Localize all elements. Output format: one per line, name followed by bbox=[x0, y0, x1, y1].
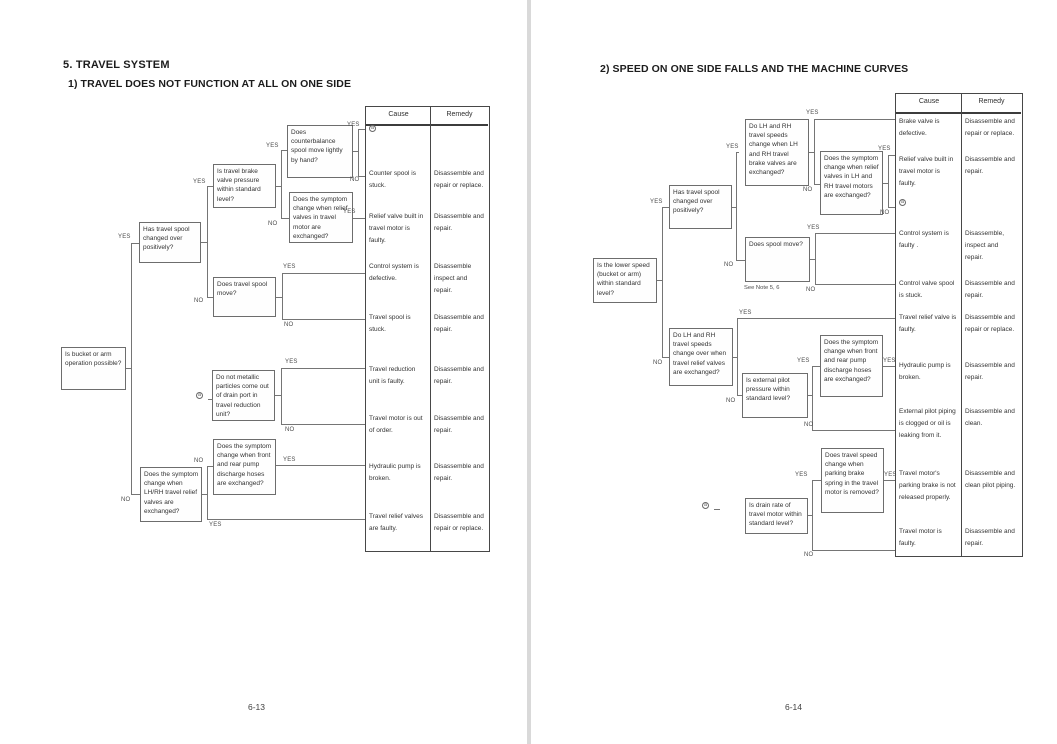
remedy-cell: Disassemble and repair. bbox=[965, 280, 1015, 300]
flow-box-r1: Is the lower speed (bucket or arm) within standard level? bbox=[593, 258, 657, 303]
remedy-cell: Disassemble, inspect and repair. bbox=[965, 230, 1005, 262]
connector-line bbox=[888, 155, 889, 207]
branch-label-yes: YES bbox=[283, 264, 296, 270]
connector-line bbox=[207, 466, 213, 467]
branch-label-yes: YES bbox=[878, 146, 891, 152]
branch-label-yes: YES bbox=[209, 522, 222, 528]
connector-line bbox=[737, 318, 895, 319]
branch-label-no: NO bbox=[268, 221, 278, 227]
remedy-cell: Disassemble and repair. bbox=[434, 415, 484, 435]
table-column-divider bbox=[430, 107, 431, 551]
branch-label-no: NO bbox=[284, 322, 294, 328]
flow-box-r8: Does the symptom change when front and rear pump discharge hoses are exchanged? bbox=[820, 335, 883, 397]
flow-box-r2: Has travel spool changed over positively? bbox=[669, 185, 732, 229]
connector-line bbox=[662, 357, 669, 358]
flow-box-l9: Does the symptom change when LH/RH travel relief valves are exchanged? bbox=[140, 467, 202, 522]
connector-line bbox=[736, 152, 737, 260]
flow-box-l4: Does counterbalance spool move lightly by hand? bbox=[287, 125, 353, 178]
connector-line bbox=[812, 480, 813, 550]
connector-line bbox=[814, 119, 895, 120]
branch-label-yes: YES bbox=[739, 310, 752, 316]
connector-line bbox=[131, 243, 132, 495]
table-column-divider bbox=[961, 94, 962, 556]
branch-label-yes: YES bbox=[806, 110, 819, 116]
remedy-cell: Disassemble and repair. bbox=[434, 463, 484, 483]
connector-line bbox=[208, 399, 213, 400]
connector-line bbox=[812, 550, 895, 551]
remedy-cell: Disassemble and repair. bbox=[434, 314, 484, 334]
branch-label-yes: YES bbox=[795, 472, 808, 478]
connector-line bbox=[281, 150, 282, 219]
connector-line bbox=[736, 260, 745, 261]
remedy-cell: Disassemble and repair or replace. bbox=[434, 513, 484, 533]
cause-cell: Travel relief valves are faulty. bbox=[369, 513, 423, 533]
flow-box-l2: Has travel spool changed over positively? bbox=[139, 222, 201, 263]
connector-line bbox=[812, 366, 820, 367]
cause-cell: Brake valve is defective. bbox=[899, 118, 940, 138]
connector-line bbox=[281, 368, 365, 369]
cause-cell: External pilot piping is clogged or oil is leaking from it. bbox=[899, 408, 956, 440]
branch-label-no: NO bbox=[880, 210, 890, 216]
cause-cell: Relief valve built in travel motor is faulty. bbox=[369, 213, 424, 245]
cause-cell: Travel spool is stuck. bbox=[369, 314, 411, 334]
branch-label-no: NO bbox=[726, 398, 736, 404]
connector-line bbox=[815, 284, 895, 285]
connector-line bbox=[815, 233, 895, 234]
remedy-cell: Disassemble and repair or replace. bbox=[965, 314, 1015, 334]
branch-label-yes: YES bbox=[285, 359, 298, 365]
cause-cell: Control valve spool is stuck. bbox=[899, 280, 955, 300]
connector-line bbox=[812, 480, 821, 481]
connector-line bbox=[737, 395, 742, 396]
flow-box-r3: Do LH and RH travel speeds change when LH and RH travel brake valves are exchanged? bbox=[745, 119, 809, 186]
table-header-cause: Cause bbox=[388, 111, 409, 118]
remedy-cell: Disassemble and repair or replace. bbox=[965, 118, 1015, 138]
connector-line bbox=[281, 150, 287, 151]
connector-line bbox=[276, 465, 365, 466]
marker-a-icon: a bbox=[899, 199, 906, 206]
connector-line bbox=[812, 430, 895, 431]
connector-line bbox=[207, 186, 208, 298]
cause-cell: Travel relief valve is faulty. bbox=[899, 314, 957, 334]
connector-line bbox=[662, 207, 663, 357]
branch-label-yes: YES bbox=[118, 234, 131, 240]
cause-cell: Travel reduction unit is faulty. bbox=[369, 366, 416, 386]
connector-line bbox=[282, 319, 365, 320]
cause-cell: Travel motor is faulty. bbox=[899, 528, 942, 548]
connector-line bbox=[282, 273, 365, 274]
connector-line bbox=[662, 207, 669, 208]
page-number: 6-14 bbox=[785, 702, 803, 712]
table-header-remedy: Remedy bbox=[978, 98, 1005, 105]
flow-box-r5: Does spool move? bbox=[745, 237, 810, 282]
branch-label-yes: YES bbox=[193, 179, 206, 185]
subsection-title: 1) TRAVEL DOES NOT FUNCTION AT ALL ON ONE SIDE bbox=[68, 78, 352, 90]
branch-label-no: NO bbox=[653, 360, 663, 366]
section-title: 5. TRAVEL SYSTEM bbox=[63, 59, 170, 71]
remedy-cell: Disassemble and repair. bbox=[965, 528, 1015, 548]
table-header-remedy: Remedy bbox=[446, 111, 473, 118]
connector-line bbox=[281, 368, 282, 425]
remedy-cell: Disassemble and repair. bbox=[434, 366, 484, 386]
marker-a-icon: a bbox=[702, 502, 709, 509]
branch-label-yes: YES bbox=[807, 225, 820, 231]
remedy-cell: Disassemble and repair or replace. bbox=[434, 170, 484, 190]
flow-box-l5: Does the symptom change when relief valves in travel motor are exchanged? bbox=[289, 192, 353, 243]
branch-label-no: NO bbox=[350, 177, 360, 183]
cause-cell: Counter spool is stuck. bbox=[369, 170, 416, 190]
connector-line bbox=[353, 218, 365, 219]
connector-line bbox=[131, 243, 139, 244]
connector-line bbox=[815, 233, 816, 284]
branch-label-yes: YES bbox=[883, 358, 896, 364]
branch-label-yes: YES bbox=[343, 209, 356, 215]
flow-box-l6: Does travel spool move? bbox=[213, 277, 276, 317]
page-divider bbox=[527, 0, 531, 744]
remedy-cell: Disassemble and repair. bbox=[965, 362, 1015, 382]
remedy-cell: Disassemble and clean. bbox=[965, 408, 1015, 428]
remedy-cell: Disassemble and repair. bbox=[434, 213, 484, 233]
remedy-cell: Disassemble and repair. bbox=[965, 156, 1015, 176]
table-header-row bbox=[366, 107, 488, 126]
flow-box-l3: Is travel brake valve pressure within standard level? bbox=[213, 164, 276, 208]
connector-line bbox=[281, 218, 289, 219]
branch-label-no: NO bbox=[803, 187, 813, 193]
branch-label-no: NO bbox=[804, 422, 814, 428]
flow-box-l1: Is bucket or arm operation possible? bbox=[61, 347, 126, 390]
branch-label-no: NO bbox=[194, 458, 204, 464]
cause-cell: Control system is defective. bbox=[369, 263, 419, 283]
connector-line bbox=[883, 366, 895, 367]
page-number: 6-13 bbox=[248, 702, 266, 712]
connector-line bbox=[814, 184, 820, 185]
cause-cell: Hydraulic pump is broken. bbox=[899, 362, 951, 382]
connector-line bbox=[207, 186, 213, 187]
branch-label-yes: YES bbox=[650, 199, 663, 205]
branch-label-yes: YES bbox=[726, 144, 739, 150]
cause-cell: Travel motor's parking brake is not released properly. bbox=[899, 470, 956, 502]
branch-label-no: NO bbox=[806, 287, 816, 293]
connector-line bbox=[282, 273, 283, 320]
connector-line bbox=[281, 424, 365, 425]
cause-cell: Travel motor is out of order. bbox=[369, 415, 423, 435]
cause-cell: Relief valve built in travel motor is faulty. bbox=[899, 156, 954, 188]
connector-line bbox=[888, 155, 895, 156]
flow-box-r10: Does travel speed change when parking brake spring in the travel motor is removed? bbox=[821, 448, 884, 513]
connector-line bbox=[207, 466, 208, 520]
flow-box-r7: Is external pilot pressure within standard level? bbox=[742, 373, 808, 418]
connector-line bbox=[736, 152, 739, 153]
branch-label-no: NO bbox=[724, 262, 734, 268]
connector-line bbox=[207, 519, 365, 520]
branch-label-yes: YES bbox=[797, 358, 810, 364]
branch-label-no: NO bbox=[804, 552, 814, 558]
table-header-cause: Cause bbox=[918, 98, 940, 105]
flow-note: See Note 5, 6 bbox=[744, 285, 780, 291]
connector-line bbox=[737, 318, 738, 395]
flow-box-l8: Does the symptom change when front and rear pump discharge hoses are exchanged? bbox=[213, 439, 276, 495]
connector-line bbox=[131, 494, 140, 495]
connector-line bbox=[814, 119, 815, 184]
connector-line bbox=[714, 509, 720, 510]
table-header-row bbox=[896, 94, 1021, 114]
flow-box-r9: Is drain rate of travel motor within standard level? bbox=[745, 498, 808, 534]
branch-label-yes: YES bbox=[347, 122, 360, 128]
marker-a-icon: a bbox=[196, 392, 203, 399]
marker-a-icon: a bbox=[369, 125, 376, 132]
cause-cell: Control system is faulty . bbox=[899, 230, 949, 250]
cause-cell: Hydraulic pump is broken. bbox=[369, 463, 421, 483]
flow-box-l7: Do not metallic particles come out of drain port in travel reduction unit? bbox=[212, 370, 275, 421]
flow-box-r6: Do LH and RH travel speeds change over when travel relief valves are exchanged? bbox=[669, 328, 733, 386]
connector-line bbox=[207, 297, 213, 298]
branch-label-no: NO bbox=[121, 497, 131, 503]
branch-label-yes: YES bbox=[283, 457, 296, 463]
branch-label-no: NO bbox=[194, 298, 204, 304]
branch-label-yes: YES bbox=[884, 472, 897, 478]
connector-line bbox=[884, 480, 895, 481]
remedy-cell: Disassemble inspect and repair. bbox=[434, 263, 472, 295]
branch-label-yes: YES bbox=[266, 143, 279, 149]
subsection-title: 2) SPEED ON ONE SIDE FALLS AND THE MACHINE CURVES bbox=[600, 63, 909, 75]
connector-line bbox=[888, 207, 895, 208]
connector-line bbox=[358, 129, 365, 130]
flow-box-r4: Does the symptom change when relief valves in LH and RH travel motors are exchanged? bbox=[820, 151, 883, 215]
remedy-cell: Disassemble and clean pilot piping. bbox=[965, 470, 1016, 490]
connector-line bbox=[812, 366, 813, 430]
connector-line bbox=[358, 129, 359, 177]
branch-label-no: NO bbox=[285, 427, 295, 433]
